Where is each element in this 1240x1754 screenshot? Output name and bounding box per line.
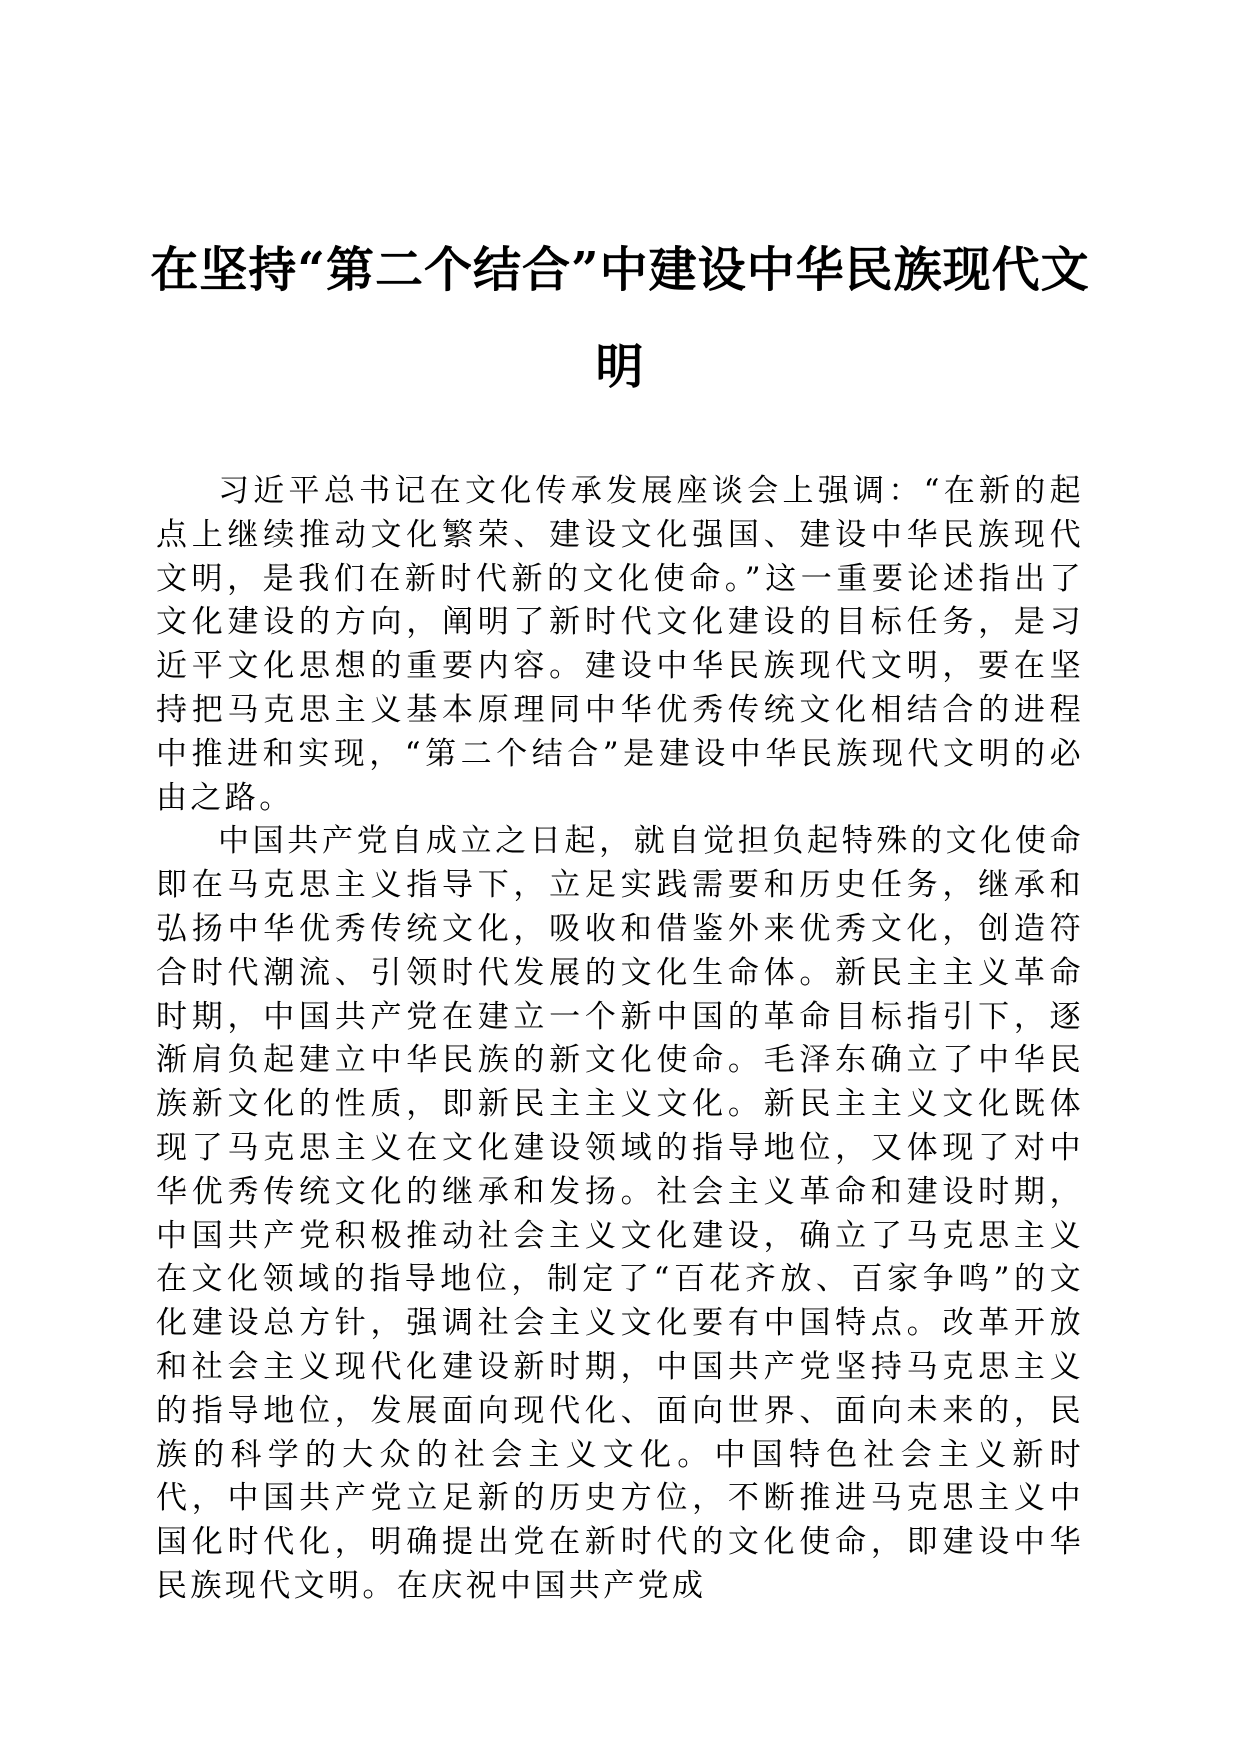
document-body [156, 470, 1084, 1609]
paragraph: 习近平总书记在文化传承发展座谈会上强调：“在新的起点上继续推动文化繁荣、建设文化强国、建设中华民族现代文明，是我们在新时代新的文化使命。”这一重要论述指出了文化建设的方向，阐明了新时代文化建设的目标任务，是习近平文化思想的重要内容。建设中华民族现代文明，要在坚持把马克思主义基本原理同中华优秀传统文化相结合的进程中推进和实现，“第二个结合”是建设中华民族现代文明的必由之路。 [156, 473, 1084, 816]
paragraph: 中国共产党自成立之日起，就自觉担负起特殊的文化使命即在马克思主义指导下，立足实践需要和历史任务，继承和弘扬中华优秀传统文化，吸收和借鉴外来优秀文化，创造符合时代潮流、引领时代发展的文化生命体。新民主主义革命时期，中国共产党在建立一个新中国的革命目标指引下，逐渐肩负起建立中华民族的新文化使命。毛泽东确立了中华民族新文化的性质，即新民主主义文化。新民主主义文化既体现了马克思主义在文化建设领域的指导地位，又体现了对中华优秀传统文化的继承和发扬。社会主义革命和建设时期，中国共产党积极推动社会主义文化建设，确立了马克思主义在文化领域的指导地位，制定了“百花齐放、百家争鸣”的文化建设总方针，强调社会主义文化要有中国特点。改革开放和社会主义现代化建设新时期，中国共产党坚持马克思主义的指导地位，发展面向现代化、面向世界、面向未来的，民族的科学的大众的社会主义文化。中国特色社会主义新时代，中国共产党立足新的历史方位，不断推进马克思主义中国化时代化，明确提出党在新时代的文化使命，即建设中华民族现代文明。在庆祝中国共产党成 [156, 823, 1084, 1604]
document-title: 在坚持“第二个结合”中建设中华民族现代文明 [150, 242, 1090, 395]
